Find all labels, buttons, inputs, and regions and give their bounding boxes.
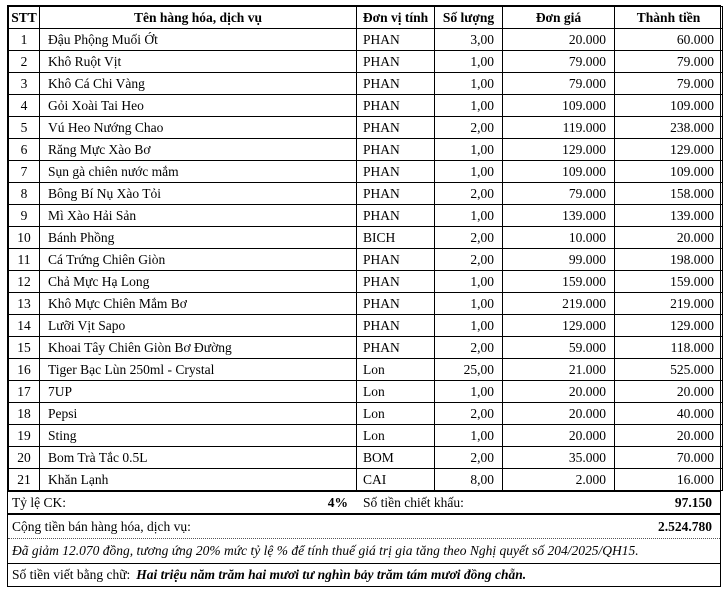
cell-quantity: 2,00 bbox=[435, 183, 503, 205]
table-row bbox=[9, 381, 723, 403]
table-row bbox=[9, 425, 723, 447]
vat-note-text: Đã giảm 12.070 đồng, tương ứng 20% mức tỷ lệ % để tính thuế giá trị gia tăng theo Nghị quyết số 204/2025/QH15. bbox=[12, 543, 639, 558]
cell-total: 40.000 bbox=[615, 403, 723, 425]
cell-total: 129.000 bbox=[615, 139, 723, 161]
table-row bbox=[9, 183, 723, 205]
cell-quantity: 2,00 bbox=[435, 249, 503, 271]
table-row bbox=[9, 293, 723, 315]
cell-total: 70.000 bbox=[615, 447, 723, 469]
cell-unit: PHAN bbox=[357, 271, 435, 293]
cell-unit-price: 79.000 bbox=[503, 51, 615, 73]
cell-unit-price: 20.000 bbox=[503, 403, 615, 425]
cell-item-name: Pepsi bbox=[40, 403, 357, 425]
cell-stt: 9 bbox=[9, 205, 40, 227]
cell-quantity: 1,00 bbox=[435, 51, 503, 73]
cell-quantity: 3,00 bbox=[435, 29, 503, 51]
cell-unit-price: 139.000 bbox=[503, 205, 615, 227]
cell-stt: 16 bbox=[9, 359, 40, 381]
discount-rate-value: 4% bbox=[327, 494, 348, 510]
table-row bbox=[9, 29, 723, 51]
table-row bbox=[9, 117, 723, 139]
cell-item-name: Lưỡi Vịt Sapo bbox=[40, 315, 357, 337]
cell-quantity: 1,00 bbox=[435, 205, 503, 227]
cell-total: 219.000 bbox=[615, 293, 723, 315]
cell-stt: 20 bbox=[9, 447, 40, 469]
cell-item-name: Đậu Phộng Muối Ớt bbox=[40, 29, 357, 51]
cell-stt: 14 bbox=[9, 315, 40, 337]
cell-unit: PHAN bbox=[357, 117, 435, 139]
cell-total: 158.000 bbox=[615, 183, 723, 205]
cell-unit-price: 119.000 bbox=[503, 117, 615, 139]
cell-total: 79.000 bbox=[615, 51, 723, 73]
cell-quantity: 2,00 bbox=[435, 117, 503, 139]
cell-total: 20.000 bbox=[615, 425, 723, 447]
cell-total: 79.000 bbox=[615, 73, 723, 95]
table-row bbox=[9, 447, 723, 469]
cell-item-name: Chả Mực Hạ Long bbox=[40, 271, 357, 293]
table-body bbox=[9, 29, 723, 491]
cell-stt: 12 bbox=[9, 271, 40, 293]
cell-total: 16.000 bbox=[615, 469, 723, 491]
amount-in-words-label: Số tiền viết bằng chữ: bbox=[12, 567, 131, 582]
cell-unit-price: 20.000 bbox=[503, 29, 615, 51]
header-item-name: Tên hàng hóa, dịch vụ bbox=[40, 7, 357, 29]
cell-total: 20.000 bbox=[615, 381, 723, 403]
table-row bbox=[9, 271, 723, 293]
cell-unit: PHAN bbox=[357, 315, 435, 337]
discount-amount-cell bbox=[356, 495, 720, 511]
cell-unit-price: 129.000 bbox=[503, 139, 615, 161]
cell-unit-price: 79.000 bbox=[503, 73, 615, 95]
table-header bbox=[9, 7, 723, 29]
cell-unit: BICH bbox=[357, 227, 435, 249]
cell-unit-price: 10.000 bbox=[503, 227, 615, 249]
cell-unit: PHAN bbox=[357, 139, 435, 161]
discount-rate-cell bbox=[8, 495, 356, 511]
cell-item-name: Gỏi Xoài Tai Heo bbox=[40, 95, 357, 117]
cell-stt: 3 bbox=[9, 73, 40, 95]
table-row bbox=[9, 403, 723, 425]
cell-stt: 7 bbox=[9, 161, 40, 183]
total-row bbox=[8, 513, 720, 538]
cell-unit: Lon bbox=[357, 359, 435, 381]
cell-quantity: 1,00 bbox=[435, 73, 503, 95]
table-row bbox=[9, 469, 723, 491]
invoice-table bbox=[8, 6, 723, 491]
cell-quantity: 1,00 bbox=[435, 271, 503, 293]
cell-unit-price: 59.000 bbox=[503, 337, 615, 359]
cell-stt: 8 bbox=[9, 183, 40, 205]
cell-unit-price: 2.000 bbox=[503, 469, 615, 491]
cell-total: 60.000 bbox=[615, 29, 723, 51]
cell-total: 129.000 bbox=[615, 315, 723, 337]
amount-in-words-row bbox=[8, 563, 720, 586]
cell-item-name: Khô Ruột Vịt bbox=[40, 51, 357, 73]
total-value: 2.524.780 bbox=[658, 518, 712, 534]
cell-quantity: 1,00 bbox=[435, 293, 503, 315]
cell-unit: CAI bbox=[357, 469, 435, 491]
cell-unit-price: 159.000 bbox=[503, 271, 615, 293]
table-row bbox=[9, 51, 723, 73]
cell-unit: PHAN bbox=[357, 205, 435, 227]
cell-stt: 17 bbox=[9, 381, 40, 403]
cell-unit: PHAN bbox=[357, 95, 435, 117]
cell-stt: 18 bbox=[9, 403, 40, 425]
cell-total: 525.000 bbox=[615, 359, 723, 381]
cell-unit: PHAN bbox=[357, 161, 435, 183]
cell-stt: 15 bbox=[9, 337, 40, 359]
cell-quantity: 1,00 bbox=[435, 381, 503, 403]
cell-unit: BOM bbox=[357, 447, 435, 469]
cell-stt: 1 bbox=[9, 29, 40, 51]
cell-quantity: 1,00 bbox=[435, 95, 503, 117]
cell-quantity: 2,00 bbox=[435, 403, 503, 425]
cell-item-name: Khô Mực Chiên Mắm Bơ bbox=[40, 293, 357, 315]
cell-item-name: Sting bbox=[40, 425, 357, 447]
cell-quantity: 2,00 bbox=[435, 337, 503, 359]
cell-stt: 4 bbox=[9, 95, 40, 117]
table-row bbox=[9, 139, 723, 161]
cell-unit: PHAN bbox=[357, 293, 435, 315]
cell-unit-price: 20.000 bbox=[503, 425, 615, 447]
cell-unit: Lon bbox=[357, 425, 435, 447]
total-label: Cộng tiền bán hàng hóa, dịch vụ: bbox=[12, 518, 191, 534]
cell-stt: 21 bbox=[9, 469, 40, 491]
cell-unit-price: 20.000 bbox=[503, 381, 615, 403]
cell-unit-price: 35.000 bbox=[503, 447, 615, 469]
cell-unit-price: 79.000 bbox=[503, 183, 615, 205]
discount-row bbox=[8, 491, 720, 513]
cell-item-name: Răng Mực Xào Bơ bbox=[40, 139, 357, 161]
cell-total: 20.000 bbox=[615, 227, 723, 249]
cell-stt: 19 bbox=[9, 425, 40, 447]
table-row bbox=[9, 315, 723, 337]
cell-item-name: Khoai Tây Chiên Giòn Bơ Đường bbox=[40, 337, 357, 359]
amount-in-words-value: Hai triệu năm trăm hai mươi tư nghìn bảy trăm tám mươi đồng chẵn. bbox=[136, 567, 527, 582]
cell-unit: Lon bbox=[357, 403, 435, 425]
header-total: Thành tiền bbox=[615, 7, 723, 29]
cell-item-name: Bom Trà Tắc 0.5L bbox=[40, 447, 357, 469]
cell-unit-price: 219.000 bbox=[503, 293, 615, 315]
cell-unit: PHAN bbox=[357, 183, 435, 205]
cell-total: 139.000 bbox=[615, 205, 723, 227]
cell-unit-price: 129.000 bbox=[503, 315, 615, 337]
cell-unit: PHAN bbox=[357, 73, 435, 95]
cell-item-name: Vú Heo Nướng Chao bbox=[40, 117, 357, 139]
cell-stt: 6 bbox=[9, 139, 40, 161]
table-row bbox=[9, 161, 723, 183]
cell-quantity: 25,00 bbox=[435, 359, 503, 381]
table-row bbox=[9, 73, 723, 95]
cell-stt: 2 bbox=[9, 51, 40, 73]
header-unit-price: Đơn giá bbox=[503, 7, 615, 29]
cell-total: 109.000 bbox=[615, 95, 723, 117]
cell-quantity: 1,00 bbox=[435, 139, 503, 161]
cell-unit-price: 109.000 bbox=[503, 161, 615, 183]
invoice-frame bbox=[7, 5, 721, 587]
table-row bbox=[9, 95, 723, 117]
cell-item-name: Cá Trứng Chiên Giòn bbox=[40, 249, 357, 271]
cell-unit: Lon bbox=[357, 381, 435, 403]
table-row bbox=[9, 359, 723, 381]
header-row bbox=[9, 7, 723, 29]
cell-item-name: Khô Cá Chi Vàng bbox=[40, 73, 357, 95]
cell-total: 198.000 bbox=[615, 249, 723, 271]
header-stt: STT bbox=[9, 7, 40, 29]
cell-quantity: 8,00 bbox=[435, 469, 503, 491]
cell-quantity: 1,00 bbox=[435, 161, 503, 183]
cell-item-name: Khăn Lạnh bbox=[40, 469, 357, 491]
cell-quantity: 2,00 bbox=[435, 227, 503, 249]
discount-rate-label: Tỷ lệ CK: bbox=[12, 494, 66, 510]
cell-quantity: 1,00 bbox=[435, 425, 503, 447]
cell-unit: PHAN bbox=[357, 29, 435, 51]
cell-item-name: Bông Bí Nụ Xào Tỏi bbox=[40, 183, 357, 205]
cell-stt: 13 bbox=[9, 293, 40, 315]
cell-stt: 5 bbox=[9, 117, 40, 139]
table-row bbox=[9, 337, 723, 359]
cell-stt: 11 bbox=[9, 249, 40, 271]
cell-total: 238.000 bbox=[615, 117, 723, 139]
cell-stt: 10 bbox=[9, 227, 40, 249]
cell-unit-price: 109.000 bbox=[503, 95, 615, 117]
cell-item-name: Sụn gà chiên nước mắm bbox=[40, 161, 357, 183]
cell-quantity: 1,00 bbox=[435, 315, 503, 337]
cell-unit: PHAN bbox=[357, 337, 435, 359]
cell-unit: PHAN bbox=[357, 51, 435, 73]
discount-amount-value: 97.150 bbox=[674, 494, 712, 510]
cell-item-name: Bánh Phồng bbox=[40, 227, 357, 249]
table-row bbox=[9, 205, 723, 227]
cell-total: 109.000 bbox=[615, 161, 723, 183]
header-unit: Đơn vị tính bbox=[357, 7, 435, 29]
cell-item-name: 7UP bbox=[40, 381, 357, 403]
discount-amount-label: Số tiền chiết khấu: bbox=[363, 494, 464, 510]
cell-item-name: Tiger Bạc Lùn 250ml - Crystal bbox=[40, 359, 357, 381]
header-quantity: Số lượng bbox=[435, 7, 503, 29]
cell-unit: PHAN bbox=[357, 249, 435, 271]
vat-note-row bbox=[8, 538, 720, 563]
cell-quantity: 2,00 bbox=[435, 447, 503, 469]
table-row bbox=[9, 227, 723, 249]
table-row bbox=[9, 249, 723, 271]
cell-unit-price: 99.000 bbox=[503, 249, 615, 271]
cell-item-name: Mì Xào Hải Sản bbox=[40, 205, 357, 227]
cell-total: 118.000 bbox=[615, 337, 723, 359]
cell-total: 159.000 bbox=[615, 271, 723, 293]
cell-unit-price: 21.000 bbox=[503, 359, 615, 381]
